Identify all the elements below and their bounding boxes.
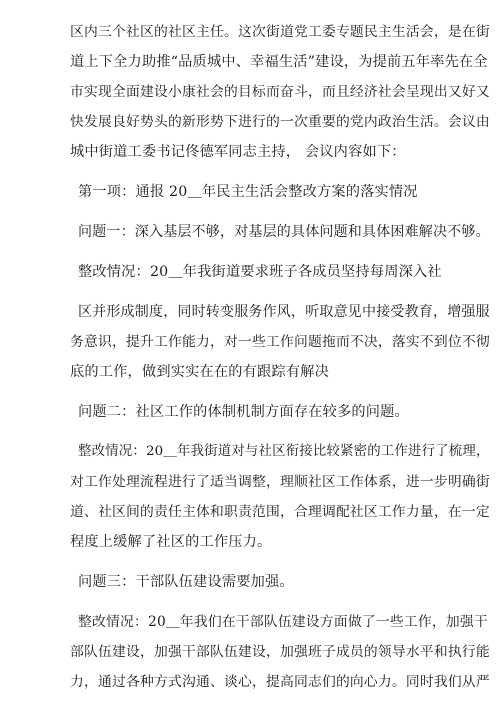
paragraph-line: 区并形成制度，同时转变服务作风，听取意见中接受教育，增强服 [78, 304, 490, 320]
paragraph-line: 整改情况：20＿年我街道要求班子各成员坚持每周深入社 [78, 264, 442, 280]
issue-heading: 问题三：干部队伍建设需要加强。 [78, 574, 294, 590]
paragraph-line: 部队伍建设，加强干部队伍建设，加强班子成员的领导水平和执行能 [70, 644, 490, 660]
paragraph-line: 市实现全面建设小康社会的目标而奋斗，而且经济社会呈现出又好又 [70, 84, 490, 100]
paragraph-line: 力，通过各种方式沟通、谈心，提高同志们的向心力。同时我们从严 [70, 674, 490, 690]
paragraph-line: 区内三个社区的社区主任。这次街道党工委专题民主生活会，是在街 [70, 24, 490, 40]
paragraph-line: 道上下全力助推“品质城中、幸福生活”建设，为提前五年率先在全 [70, 54, 488, 70]
paragraph-line: 整改情况：20＿年我们在干部队伍建设方面做了一些工作，加强干 [78, 614, 488, 630]
paragraph-line: 底的工作，做到实实在在的有跟踪有解决 [70, 364, 329, 380]
paragraph-line: 务意识，提升工作能力，对一些工作问题拖而不决，落实不到位不彻 [70, 334, 490, 350]
issue-heading: 问题一：深入基层不够，对基层的具体问题和具体困难解决不够。 [78, 224, 490, 240]
paragraph-line: 对工作处理流程进行了适当调整，理顺社区工作体系，进一步明确街 [70, 474, 490, 490]
issue-heading: 问题二：社区工作的体制机制方面存在较多的问题。 [78, 404, 409, 420]
paragraph-line: 道、社区间的责任主体和职责范围，合理调配社区工作力量，在一定 [70, 504, 490, 520]
paragraph-line: 整改情况：20＿年我街道对与社区衔接比较紧密的工作进行了梳理， [78, 444, 490, 459]
section-heading: 第一项：通报 20＿年民主生活会整改方案的落实情况 [78, 184, 418, 200]
paragraph-line: 快发展良好势头的新形势下进行的一次重要的党内政治生活。会议由 [70, 114, 490, 130]
paragraph-line: 程度上缓解了社区的工作压力。 [70, 534, 272, 550]
paragraph-line: 城中街道工委书记佟德军同志主持， 会议内容如下： [70, 144, 406, 160]
